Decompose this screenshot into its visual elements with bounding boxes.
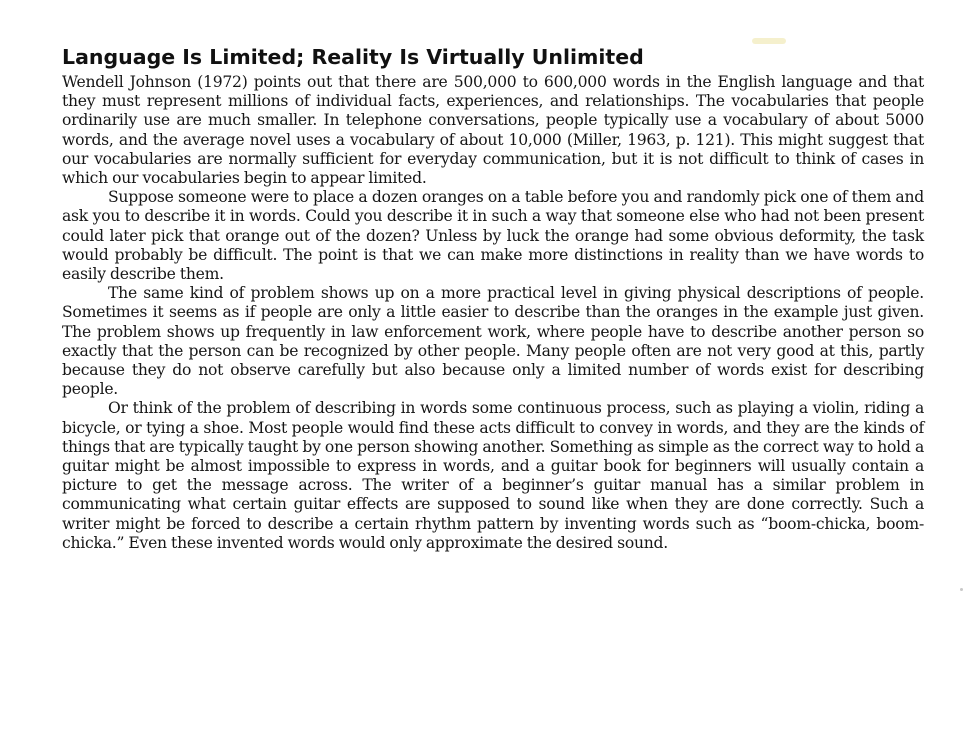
paragraph-3: The same kind of problem shows up on a more practical level in giving physical descriptions of people. Sometimes it seems as if people are only a little easier to describe than the oranges in the example just given. The problem shows up frequently in law enforcement work, where people have to describe another person so exactly that the person can be recognized by other people. Many people often are not very good at this, partly because they do not observe carefully but also because only a limited number of words exist for describing people. <box>62 284 924 399</box>
paragraph-1: Wendell Johnson (1972) points out that there are 500,000 to 600,000 words in the English language and that they must represent millions of individual facts, experiences, and relationships. The vocabularies that people ordinarily use are much smaller. In telephone conversations, people typically use a vocabulary of about 5000 words, and the average novel uses a vocabulary of about 10,000 (Miller, 1963, p. 121). This might suggest that our vocabularies are normally sufficient for everyday communication, but it is not difficult to think of cases in which our vocabularies begin to appear limited. <box>62 73 924 188</box>
section-heading: Language Is Limited; Reality Is Virtually Unlimited <box>62 45 644 69</box>
page-content <box>62 44 924 553</box>
paragraph-2: Suppose someone were to place a dozen oranges on a table before you and randomly pick one of them and ask you to describe it in words. Could you describe it in such a way that someone else who had not been present could later pick that orange out of the dozen? Unless by luck the orange had some obvious deformity, the task would probably be difficult. The point is that we can make more distinctions in reality than we have words to easily describe them. <box>62 188 924 284</box>
body-text <box>62 73 924 553</box>
scan-speck <box>960 588 963 591</box>
paragraph-4: Or think of the problem of describing in words some continuous process, such as playing a violin, riding a bicycle, or tying a shoe. Most people would find these acts difficult to convey in words, and they are the kinds of things that are typically taught by one person showing another. Something as simple as the correct way to hold a guitar might be almost impossible to express in words, and a guitar book for beginners will usually contain a picture to get the message across. The writer of a beginner’s guitar manual has a similar problem in communicating what certain guitar effects are supposed to sound like when they are done correctly. Such a writer might be forced to describe a certain rhythm pattern by inventing words such as “boom-chicka, boom-chicka.” Even these invented words would only approximate the desired sound. <box>62 399 924 552</box>
